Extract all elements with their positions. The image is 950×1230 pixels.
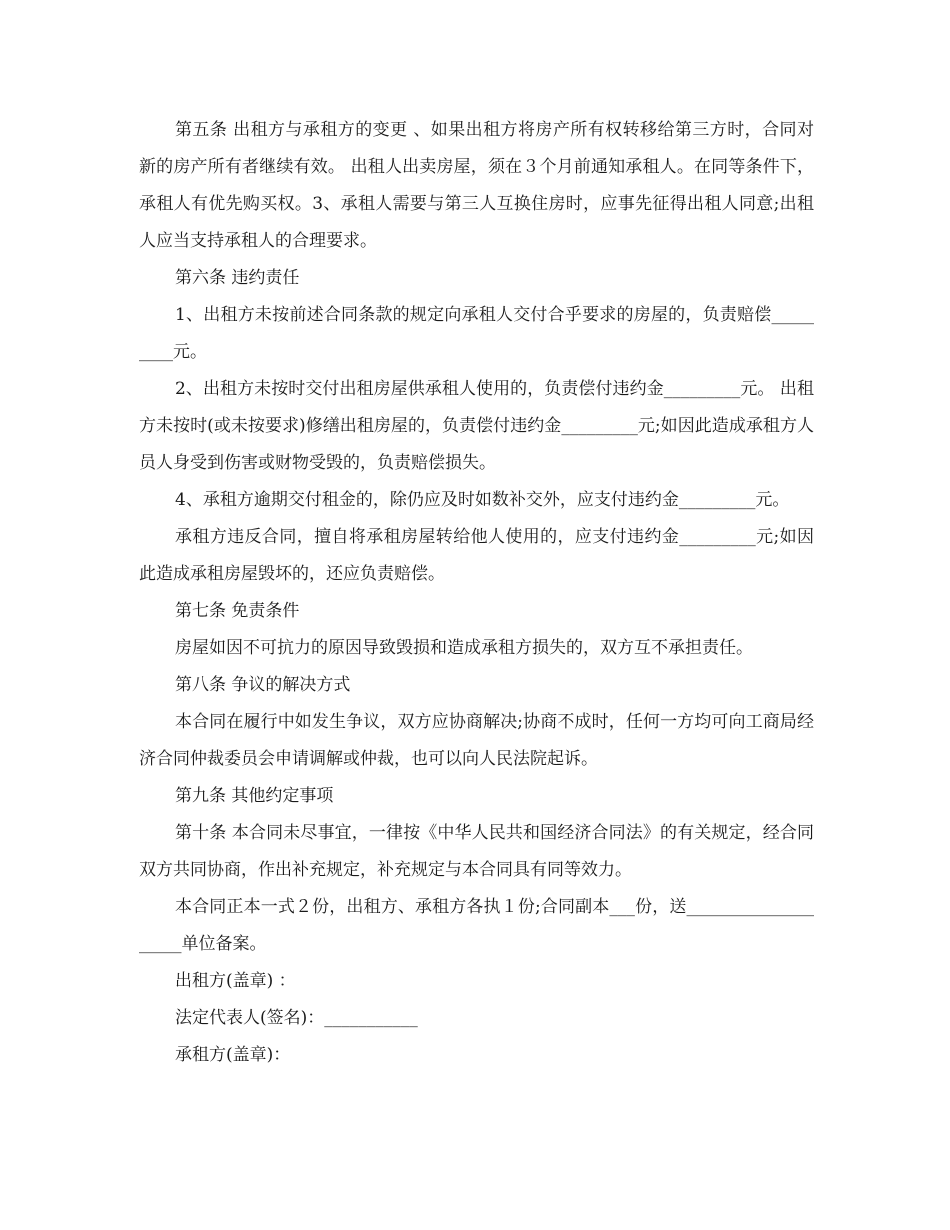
article-6-clause-1: 1、出租方未按前述合同条款的规定向承租人交付合乎要求的房屋的，负责赔偿_________元。 bbox=[139, 305, 814, 362]
lessee-seal-line: 承租方(盖章)： bbox=[175, 1045, 291, 1065]
legal-representative-signature-line: 法定代表人(签名)：___________ bbox=[175, 1008, 418, 1028]
article-10-paragraph: 第十条 本合同未尽事宜，一律按《中华人民共和国经济合同法》的有关规定，经合同双方共同协商，作出补充规定，补充规定与本合同具有同等效力。 bbox=[139, 823, 814, 880]
article-6-sublet-clause: 承租方违反合同，擅自将承租房屋转给他人使用的，应支付违约金_________元;如因此造成承租房屋毁坏的，还应负责赔偿。 bbox=[139, 527, 814, 584]
article-6-heading: 第六条 违约责任 bbox=[175, 268, 300, 288]
article-8-paragraph: 本合同在履行中如发生争议，双方应协商解决;协商不成时，任何一方均可向工商局经济合同仲裁委员会申请调解或仲裁，也可以向人民法院起诉。 bbox=[139, 712, 814, 769]
article-5-paragraph: 第五条 出租方与承租方的变更 、如果出租方将房产所有权转移给第三方时，合同对新的房产所有者继续有效。 出租人出卖房屋，须在３个月前通知承租人。在同等条件下，承租人有优先购买权。3、承租人需要与第三人互换住房时，应事先征得出租人同意;出租人应当支持承租人的合理要求。 bbox=[139, 120, 814, 251]
document-body bbox=[139, 112, 814, 1074]
article-9-heading: 第九条 其他约定事项 bbox=[175, 786, 334, 806]
article-8-heading: 第八条 争议的解决方式 bbox=[175, 675, 351, 695]
copies-paragraph: 本合同正本一式２份，出租方、承租方各执１份;合同副本___份，送____________________单位备案。 bbox=[139, 897, 814, 954]
article-6-clause-2: 2、出租方未按时交付出租房屋供承租人使用的，负责偿付违约金_________元。 出租方未按时(或未按要求)修缮出租房屋的，负责偿付违约金_________元;如因此造成承租方人员人身受到伤害或财物受毁的，负责赔偿损失。 bbox=[139, 379, 814, 473]
lessor-seal-line: 出租方(盖章) ： bbox=[175, 971, 296, 991]
article-7-paragraph: 房屋如因不可抗力的原因导致毁损和造成承租方损失的，双方互不承担责任。 bbox=[175, 638, 753, 658]
article-7-heading: 第七条 免责条件 bbox=[175, 601, 300, 621]
article-6-clause-4: 4、承租方逾期交付租金的，除仍应及时如数补交外，应支付违约金_________元。 bbox=[175, 490, 790, 510]
